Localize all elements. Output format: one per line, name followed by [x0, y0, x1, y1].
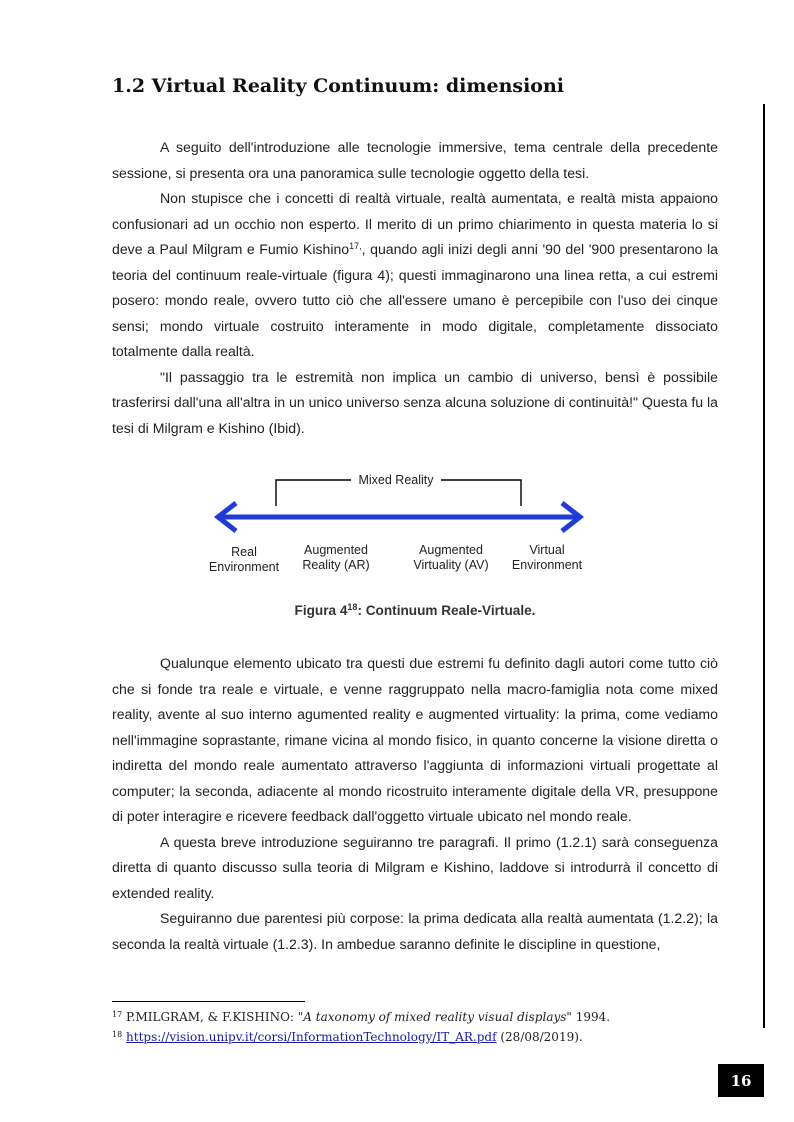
footnote-18-link[interactable]: https://vision.unipv.it/corsi/InformationTechnology/IT_AR.pdf [126, 1030, 497, 1044]
paragraph-3: "Il passaggio tra le estremità non implica un cambio di universo, bensì è possibile trasferirsi dall'una all'altra in un unico universo senza alcuna soluzione di continuità!" Questa fu la tesi di Milgram e Kishino (Ibid). [112, 368, 718, 436]
footnote-17-year: 1994. [571, 1010, 611, 1024]
caption-prefix: Figura 4 [294, 603, 348, 618]
footnote-18-number: 18 [112, 1030, 123, 1039]
page-number: 16 [730, 1071, 752, 1090]
footnote-17 [112, 1010, 610, 1024]
label-real-line2: Environment [208, 560, 280, 574]
continuum-figure [205, 462, 595, 582]
paragraph-4: Qualunque elemento ubicato tra questi due estremi fu definito dagli autori come tutto ciò che si fonde tra reale e virtuale, e venne raggruppato nella macro-famiglia nota come mixed reality, avente al suo interno agumented reality e augmented virtuality: la prima, come vediamo nell'immagine soprastante, rimane vicina al mondo fisico, in quanto concerne la visione diretta o indiretta del mondo reale aumentato attraverso l'aggiunta di informazioni virtuali progettate al computer; la seconda, adiacente al mondo ricostruito interamente digitale della VR, presuppone di poter interagire e ricevere feedback dall'oggetto virtuale ubicato nel mondo reale. [112, 655, 718, 824]
label-virtual-line2: Environment [511, 558, 583, 572]
label-virtual-line1: Virtual [529, 543, 565, 557]
bracket-label: Mixed Reality [358, 473, 434, 487]
continuum-arrow [218, 503, 580, 531]
page-number-box [718, 1064, 764, 1097]
footnote-ref-17: 17, [349, 241, 362, 251]
mixed-reality-bracket [276, 480, 351, 506]
footnote-18-date: (28/08/2019). [496, 1030, 583, 1044]
right-margin-rule [763, 104, 765, 1028]
paragraph-2 [112, 186, 718, 365]
body-block [112, 651, 718, 957]
label-ar-line2: Reality (AR) [302, 558, 370, 572]
footnote-18 [112, 1030, 583, 1044]
footnote-ref-18: 18 [347, 602, 358, 612]
footnote-17-number: 17 [112, 1010, 123, 1019]
section-heading: 1.2 Virtual Reality Continuum: dimensioni [112, 75, 565, 97]
footnote-rule [112, 1001, 305, 1002]
label-ar-line1: Augmented [304, 543, 368, 557]
label-av-line2: Virtuality (AV) [413, 558, 489, 572]
figure-caption [112, 603, 718, 618]
label-av-line1: Augmented [419, 543, 483, 557]
paragraph-2-text-a: Non stupisce che i concetti di realtà virtuale, realtà aumentata, e realtà mista appaiono confusionari ad un occhio non esperto. Il merito di un primo chiarimento in questa materia lo si deve a Paul Milgram e Fumio Kishino [112, 190, 718, 257]
intro-block [112, 135, 718, 441]
mixed-reality-bracket-right [441, 480, 521, 506]
caption-text: : Continuum Reale-Virtuale. [357, 603, 536, 618]
label-real-line1: Real [231, 545, 257, 559]
footnote-17-title: "A taxonomy of mixed reality visual displays" [297, 1010, 572, 1024]
paragraph-1: A seguito dell'introduzione alle tecnologie immersive, tema centrale della precedente sessione, si presenta ora una panoramica sulle tecnologie oggetto della tesi. [112, 139, 718, 181]
footnote-17-authors: P.MILGRAM, & F.KISHINO: [126, 1010, 298, 1024]
paragraph-5: A questa breve introduzione seguiranno tre paragrafi. Il primo (1.2.1) sarà conseguenza diretta di quanto discusso sulla teoria di Milgram e Kishino, laddove si introdurrà il concetto di extended reality. [112, 833, 718, 901]
paragraph-2-text-b: , quando agli inizi degli anni '90 del '900 presentarono la teoria del continuum reale-virtuale (figura 4); questi immaginarono una linea retta, a cui estremi posero: mondo reale, ovvero tutto ciò che all'essere umano è percepibile con l'uso dei cinque sensi; mondo virtuale costruito interamente in modo digitale, completamente dissociato totalmente dalla realtà. [112, 241, 719, 359]
paragraph-6: Seguiranno due parentesi più corpose: la prima dedicata alla realtà aumentata (1.2.2); la seconda la realtà virtuale (1.2.3). In ambedue saranno definite le discipline in questione, [112, 910, 718, 952]
